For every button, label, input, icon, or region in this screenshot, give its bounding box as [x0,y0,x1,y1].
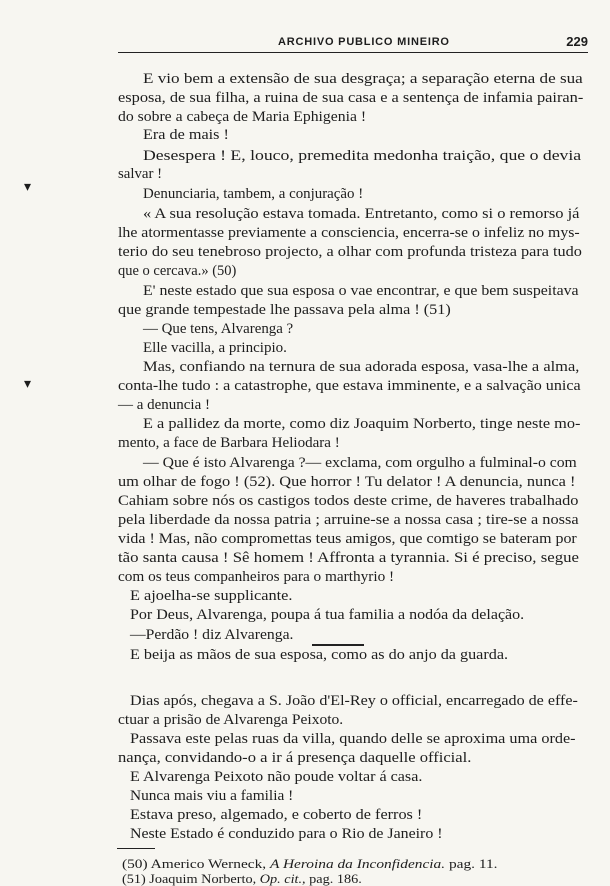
footnote-number: (50) [122,856,148,871]
footnote-work: Op. cit., [259,871,306,886]
footnote-work: A Heroina da Inconfidencia. [269,856,446,871]
paragraph-line: Neste Estado é conduzido para o Rio de Janeiro ! [130,826,443,842]
paragraph-line: tão santa causa ! Sê homem ! Affronta a tyrannia. Si é preciso, segue [118,550,579,566]
paragraph-line: Passava este pelas ruas da villa, quando delle se aproxima uma orde- [130,731,576,747]
paragraph-line: Era de mais ! [143,127,229,143]
paragraph-line: um olhar de fogo ! (52). Que horror ! Tu delator ! A denuncia, nunca ! [118,474,576,490]
paragraph-line: pela liberdade da nossa patria ; arruine-se a nossa casa ; tire-se a nossa [118,512,579,528]
paragraph-line: E beija as mãos de sua esposa, como as do anjo da guarda. [130,647,509,663]
paragraph-line: Denunciaria, tambem, a conjuração ! [143,186,364,202]
paragraph-line: E ajoelha-se supplicante. [130,588,293,604]
paragraph-line: salvar ! [118,166,163,182]
footnote [122,871,362,886]
paragraph-line: — Que tens, Alvarenga ? [143,321,294,337]
header-rule [118,52,588,53]
paragraph-line: nança, convidando-o a ir á presença daquelle official. [118,750,472,766]
footnote-ref: pag. 186. [309,871,362,886]
paragraph-line: Desespera ! E, louco, premedita medonha traição, que o devia [143,148,582,164]
running-title: ARCHIVO PUBLICO MINEIRO [278,36,450,48]
margin-mark: ▾ [24,180,32,195]
paragraph-line: E a pallidez da morte, como diz Joaquim Norberto, tinge neste mo- [143,416,581,432]
paragraph-line: que grande tempestade lhe passava pela alma ! (51) [118,302,451,318]
paragraph-line: E Alvarenga Peixoto não poude voltar á casa. [130,769,423,785]
paragraph-line: — a denuncia ! [118,397,210,413]
footnote-rule [117,848,155,849]
footnote-author: Americo Werneck, [150,856,267,871]
paragraph-line: vida ! Mas, não compromettas teus amigos, que comtigo se bateram por [118,531,577,547]
margin-mark: ▾ [24,377,32,392]
paragraph-line: com os teus companheiros para o marthyrio ! [118,569,395,585]
paragraph-line: terio do seu tenebroso projecto, a olhar com profunda tristeza para tudo [118,244,582,260]
footnote-ref: pag. 11. [448,856,498,871]
paragraph-line: ctuar a prisão de Alvarenga Peixoto. [118,712,344,728]
page-number: 229 [566,34,588,49]
paragraph-line: Nunca mais viu a familia ! [130,788,294,804]
paragraph-line: esposa, de sua filha, a ruina de sua casa e a sentença de infamia pairan- [118,90,584,106]
paragraph-line: Dias após, chegava a S. João d'El-Rey o official, encarregado de effe- [130,693,578,709]
section-divider [312,644,364,646]
paragraph-line: conta-lhe tudo : a catastrophe, que estava imminente, e a salvação unica [118,378,581,394]
paragraph-line: Mas, confiando na ternura de sua adorada esposa, vasa-lhe a alma, [143,359,580,375]
paragraph-line: Estava preso, algemado, e coberto de ferros ! [130,807,423,823]
running-header [118,32,588,54]
paragraph-line: E vio bem a extensão de sua desgraça; a separação eterna de sua [143,71,583,87]
paragraph-line: E' neste estado que sua esposa o vae encontrar, e que bem suspeitava [143,283,579,299]
paragraph-line: que o cercava.» (50) [118,263,237,279]
paragraph-line: Elle vacilla, a principio. [143,340,287,356]
paragraph-line: — Que é isto Alvarenga ?— exclama, com orgulho a fulminal-o com [143,455,577,471]
paragraph-line: mento, a face de Barbara Heliodara ! [118,435,340,451]
footnote-number: (51) [122,871,146,886]
paragraph-line: Por Deus, Alvarenga, poupa á tua familia a nodóa da delação. [130,607,525,623]
paragraph-line: do sobre a cabeça de Maria Ephigenia ! [118,109,367,125]
paragraph-line: Cahiam sobre nós os castigos todos deste crime, de haveres trabalhado [118,493,579,509]
paragraph-line: —Perdão ! diz Alvarenga. [130,627,294,643]
footnote-author: Joaquim Norberto, [149,871,257,886]
paragraph-line: lhe atormentasse previamente a consciencia, encerra-se o infeliz no mys- [118,225,580,241]
footnote [122,856,497,871]
paragraph-line: « A sua resolução estava tomada. Entretanto, como si o remorso já [143,206,580,222]
